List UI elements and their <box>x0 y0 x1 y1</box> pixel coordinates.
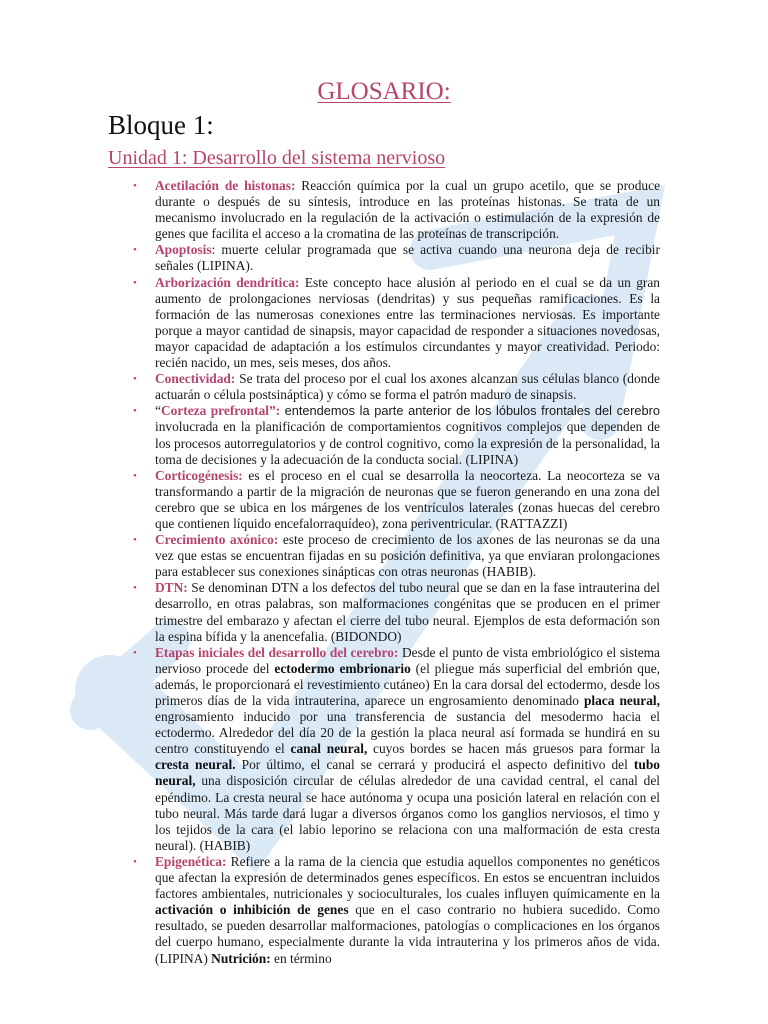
block-heading: Bloque 1: <box>108 110 214 140</box>
definition-text: Por último, el canal se cerrará y producirá el aspecto definitivo del <box>235 757 634 773</box>
bold-keyword: activación o inhibición de genes <box>155 902 349 918</box>
glossary-definition: : muerte celular programada que se activa cuando una neurona deja de recibir señales (LIPINA). <box>155 242 660 274</box>
glossary-term: DTN: <box>155 580 188 596</box>
glossary-term: Corteza prefrontal <box>160 403 270 419</box>
list-item <box>130 242 660 274</box>
list-item <box>130 854 660 967</box>
bullet-icon: • <box>133 405 137 418</box>
bold-keyword: tubo neural, <box>155 757 660 789</box>
list-item <box>130 532 660 580</box>
definition-text: Refiere a la rama de la ciencia que estudia aquellos componentes no genéticos que afectan la expresión de determinados genes específicos. En estos se encuentran incluidos factores ambientales, nutricionales y socioculturales, los cuales influyen químicamente en la <box>155 853 660 902</box>
glossary-definition-sans: entendemos la parte anterior de los lóbulos frontales del cerebro <box>284 403 660 419</box>
list-item <box>130 371 660 403</box>
bullet-icon: • <box>133 469 137 482</box>
glossary-term: Acetilación de histonas: <box>155 178 296 193</box>
list-item <box>130 468 660 532</box>
glossary-term: Crecimiento axónico: <box>155 532 279 548</box>
glossary-definition: Reacción química por la cual un grupo acetilo, que se produce durante o después de su síntesis, introduce en las proteínas histonas. Se trata de un mecanismo involucrado en la regulación de la activación o estimulación de la expresión de genes que facilita el acceso a la cromatina de las proteínas de transcripción. <box>155 178 661 242</box>
bullet-icon: • <box>133 373 137 386</box>
list-item <box>130 403 660 467</box>
list-item <box>130 178 660 242</box>
definition-text: en término <box>270 950 332 966</box>
unit-heading: Unidad 1: Desarrollo del sistema nervioso <box>108 147 446 169</box>
bullet-icon: • <box>133 646 137 659</box>
glossary-term: Apoptosis <box>155 242 212 258</box>
glossary-definition: Este concepto hace alusión al periodo en el cual se da un gran aumento de prolongaciones nerviosas (dendritas) y sus pequeñas ramificaciones. Es la formación de las numerosas conexiones entre las terminaciones nerviosas. Es importante porque a mayor cantidad de sinapsis, mayor capacidad de responder a situaciones novedosas, mayor capacidad de adaptación a los estímulos circundantes y mayor creatividad. Periodo: recién nacido, un mes, seis meses, dos años. <box>155 274 660 371</box>
definition-text: una disposición circular de células alrededor de una cavidad central, el canal del epéndimo. La cresta neural se hace autónoma y ocupa una posición lateral en relación con el tubo neural. Más tarde dará lugar a diversos órganos como los ganglios nerviosos, el timo y los tejidos de la cara (el labio leporino se relaciona con una malformación de esta cresta neural). (HABIB) <box>155 773 660 853</box>
definition-text: engrosamiento inducido por una transferencia de sustancia del mesodermo hacia el ectodermo. Alrededor del día 20 de la gestión la placa neural así formada se hundirá en su centro constituyendo el <box>155 709 660 757</box>
definition-text: cuyos bordes se hacen más gruesos para formar la <box>367 741 660 757</box>
list-item <box>130 645 660 854</box>
definition-text: que en el caso contrario no hubiera sucedido. Como resultado, se pueden desarrollar malformaciones, patologías o complicaciones en los órganos del cuerpo humano, especialmente durante la vida intrauterina y los primeros años de vida. (LIPINA) <box>155 902 660 966</box>
bullet-icon: • <box>133 534 137 547</box>
bold-keyword: ectodermo embrionario <box>274 660 411 676</box>
glossary-term: Corticogénesis: <box>155 467 243 483</box>
bold-keyword: canal neural, <box>290 741 368 757</box>
glossary-term: Epigenética: <box>155 853 227 869</box>
bullet-icon: • <box>133 582 137 595</box>
definition-text: (el pliegue más superficial del embrión que, además, le proporcionará el revestimiento cutáneo) En la cara dorsal del ectodermo, desde los primeros días de la vida intrauterina, aparece un engrosamiento denominado <box>155 660 660 708</box>
bullet-icon: • <box>133 855 137 868</box>
glossary-definition: este proceso de crecimiento de los axones de las neuronas se da una vez que estas se encuentran fijadas en su posición definitiva, ya que enviaran prolongaciones para establecer sus conexiones sinápticas con otras neuronas (HABIB). <box>155 532 660 580</box>
glossary-list <box>130 178 660 967</box>
list-item <box>130 275 660 372</box>
bold-keyword: placa neural, <box>583 693 660 708</box>
list-item <box>130 580 660 644</box>
glossary-definition: es el proceso en el cual se desarrolla la neocorteza. La neocorteza se va transformando a partir de la migración de neuronas que se fueron generando en una zona del cerebro que se ubica en los márgenes de los ventrículos laterales (zonas huecas del cerebro que contienen líquido encefalorraquídeo), zona periventricular. (RATTAZZI) <box>155 467 660 531</box>
glossary-definition: involucrada en la planificación de comportamientos cognitivos complejos que dependen de los procesos autorregulatorios y de control cognitivo, como la expresión de la personalidad, la toma de decisiones y la adecuación de la conducta social. (LIPINA) <box>155 419 660 467</box>
glossary-term: Etapas iniciales del desarrollo del cerebro: <box>155 644 399 660</box>
close-quote: ”: <box>269 403 285 419</box>
bullet-icon: • <box>133 244 137 257</box>
definition-text: Desde el punto de vista embriológico el sistema nervioso procede del <box>155 644 660 676</box>
glossary-title: GLOSARIO: <box>317 78 451 105</box>
glossary-definition: Se denominan DTN a los defectos del tubo neural que se dan en la fase intrauterina del desarrollo, en otras palabras, son malformaciones congénitas que se producen en el primer trimestre del embarazo y afectan el cierre del tubo neural. Ejemplos de esta deformación son la espina bífida y la anencefalia. (BIDONDO) <box>155 580 660 644</box>
glossary-term: Conectividad: <box>155 371 236 387</box>
bold-keyword: Nutrición: <box>211 950 271 966</box>
glossary-term: Arborización dendrítica: <box>155 274 300 290</box>
bullet-icon: • <box>133 276 137 289</box>
glossary-definition: Se trata del proceso por el cual los axones alcanzan sus células blanco (donde actuarán o célula postsináptica) y cómo se forma el patrón maduro de sinapsis. <box>155 371 660 403</box>
bullet-icon: • <box>133 180 137 192</box>
open-quote: “ <box>155 403 161 419</box>
bold-keyword: cresta neural. <box>155 757 236 773</box>
